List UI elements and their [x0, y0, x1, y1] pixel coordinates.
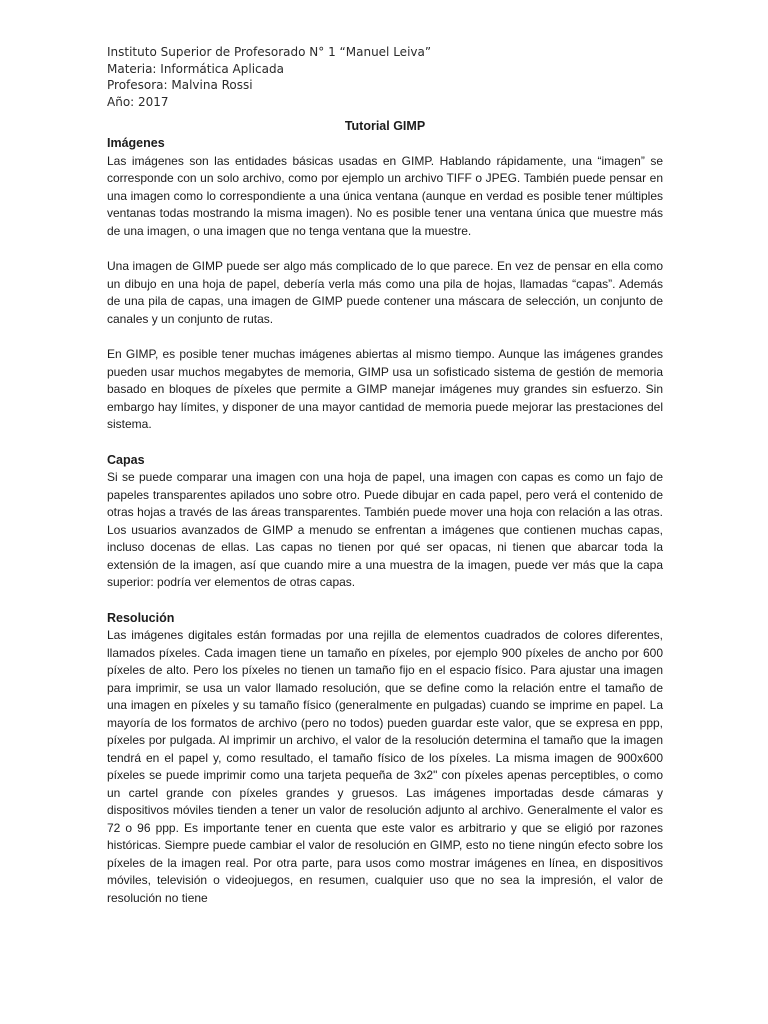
- paragraph-spacer: [107, 592, 663, 610]
- header-subject: Materia: Informática Aplicada: [107, 61, 284, 76]
- paragraph-spacer: [107, 328, 663, 346]
- section-heading-resolucion: Resolución: [107, 610, 175, 625]
- paragraph-imagenes-3: En GIMP, es posible tener muchas imágenes abiertas al mismo tiempo. Aunque las imágenes grandes pueden usar muchos megabytes de memoria, GIMP usa un sofisticado sistema de gestión de memoria basado en bloques de píxeles que permite a GIMP manejar imágenes muy grandes sin esfuerzo. Sin embargo hay límites, y disponer de una mayor cantidad de memoria puede mejorar las prestaciones del sistema.: [107, 347, 663, 431]
- section-heading-imagenes: Imágenes: [107, 136, 165, 150]
- header-year: Año: 2017: [107, 94, 169, 109]
- document-header: [107, 44, 431, 110]
- header-institution: Instituto Superior de Profesorado N° 1 “Manuel Leiva”: [107, 45, 432, 59]
- paragraph-spacer: [107, 434, 663, 452]
- paragraph-imagenes-2: Una imagen de GIMP puede ser algo más complicado de lo que parece. En vez de pensar en ella como un dibujo en una hoja de papel, debería verla más como una pila de hojas, llamadas “capas”. Además de una pila de capas, una imagen de GIMP puede contener una máscara de selección, un conjunto de canales y un conjunto de rutas.: [107, 259, 663, 326]
- document-title: Tutorial GIMP: [344, 119, 426, 133]
- paragraph-spacer: [107, 240, 663, 258]
- paragraph-imagenes-1: Las imágenes son las entidades básicas usadas en GIMP. Hablando rápidamente, una “imagen” se corresponde con un solo archivo, como por ejemplo un archivo TIFF o JPEG. También puede pensar en una imagen como lo correspondiente a una única ventana (aunque en verdad es posible tener múltiples ventanas todas mostrando la misma imagen). No es posible tener una ventana única que muestre más de una imagen, o una imagen que no tenga ventana que la muestre.: [107, 153, 663, 238]
- document-body: [107, 118, 663, 907]
- paragraph-capas-1: Si se puede comparar una imagen con una hoja de papel, una imagen con capas es como un fajo de papeles transparentes apilados uno sobre otro. Puede dibujar en cada papel, pero verá el contenido de otras hojas a través de las áreas transparentes. También puede mover una hoja con relación a las otras. Los usuarios avanzados de GIMP a menudo se enfrentan a imágenes que contienen muchas capas, incluso docenas de ellas. Las capas no tienen por qué ser opacas, ni tienen que abarcar toda la extensión de la imagen, así que cuando mire a una muestra de la imagen, puede ver más que la capa superior: podría ver elementos de otras capas.: [107, 470, 663, 589]
- header-teacher: Profesora: Malvina Rossi: [107, 78, 253, 92]
- paragraph-resolucion-1: Las imágenes digitales están formadas por una rejilla de elementos cuadrados de colores diferentes, llamados píxeles. Cada imagen tiene un tamaño en píxeles, por ejemplo 900 píxeles de ancho por 600 píxeles de alto. Pero los píxeles no tienen un tamaño fijo en el espacio físico. Para ajustar una imagen para imprimir, se usa un valor llamado resolución, que se define como la relación entre el tamaño de una imagen en píxeles y su tamaño físico (generalmente en pulgadas) cuando se imprime en papel. La mayoría de los formatos de archivo (pero no todos) pueden guardar este valor, que se expresa en ppp, píxeles por pulgada. Al imprimir un archivo, el valor de la resolución determina el tamaño que la imagen tendrá en el papel y, como resultado, el tamaño físico de los píxeles. La misma imagen de 900x600 píxeles se puede imprimir como una tarjeta pequeña de 3x2" con píxeles apenas perceptibles, o como un cartel grande con píxeles grandes y gruesos. Las imágenes importadas desde cámaras y dispositivos móviles tienden a tener un valor de resolución adjunto al archivo. Generalmente el valor es 72 o 96 ppp. Es importante tener en cuenta que este valor es arbitrario y que se eligió por razones históricas. Siempre puede cambiar el valor de resolución en GIMP, esto no tiene ningún efecto sobre los píxeles de la imagen real. Por otra parte, para usos como mostrar imágenes en línea, en dispositivos móviles, televisión o videojuegos, en resumen, cualquier uso que no sea la impresión, el valor de resolución no tiene: [107, 628, 663, 905]
- section-heading-capas: Capas: [107, 452, 145, 467]
